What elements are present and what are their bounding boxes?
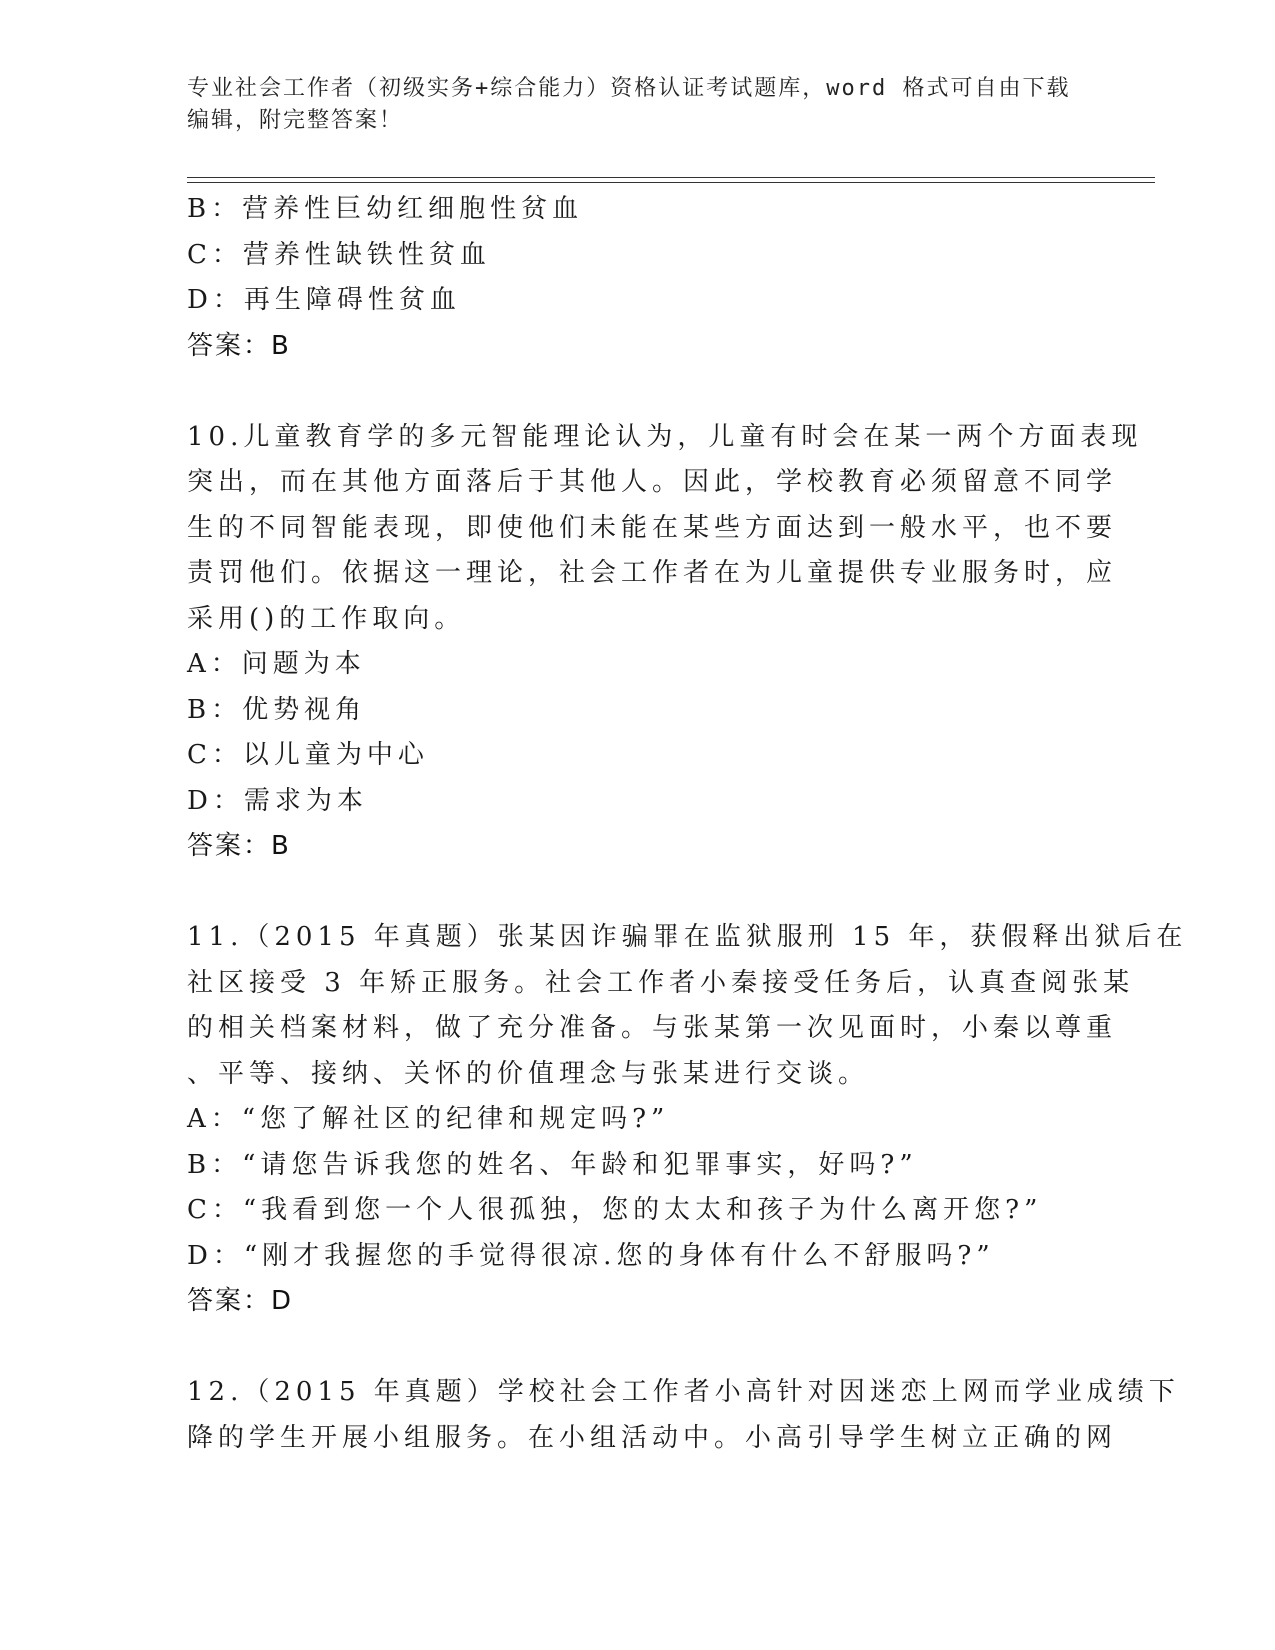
question-stem-line: 采用()的工作取向。 (187, 603, 466, 634)
header-line-1: 专业社会工作者（初级实务+综合能力）资格认证考试题库，word 格式可自由下载 (187, 76, 1071, 101)
option-d: D：“刚才我握您的手觉得很凉.您的身体有什么不舒服吗?” (187, 1240, 995, 1271)
option-b: B：优势视角 (187, 694, 367, 725)
question-10 (187, 415, 1143, 870)
option-b: B：营养性巨幼红细胞性贫血 (187, 194, 584, 224)
question-11 (187, 915, 1188, 1325)
question-stem-line: 责罚他们。依据这一理论，社会工作者在为儿童提供专业服务时，应 (187, 558, 1118, 588)
question-9-tail (187, 187, 1087, 369)
spacer (187, 369, 1087, 415)
option-a: A：问题为本 (187, 649, 366, 679)
spacer (187, 1325, 1087, 1371)
question-stem-line: 、平等、接纳、关怀的价值理念与张某进行交谈。 (187, 1058, 870, 1089)
option-a: A：“您了解社区的纪律和规定吗?” (187, 1104, 670, 1134)
option-d: D：需求为本 (187, 785, 368, 816)
question-stem-line: 的相关档案材料，做了充分准备。与张某第一次见面时，小秦以尊重 (187, 1013, 1118, 1043)
question-stem-line: 降的学生开展小组服务。在小组活动中。小高引导学生树立正确的网 (187, 1422, 1118, 1453)
header-line-2: 编辑，附完整答案！ (187, 108, 404, 133)
question-stem-line: 突出，而在其他方面落后于其他人。因此，学校教育必须留意不同学 (187, 467, 1118, 497)
header-rule-bottom (187, 182, 1155, 183)
question-stem-line: 12.（2015 年真题）学校社会工作者小高针对因迷恋上网而学业成绩下 (187, 1377, 1180, 1407)
document-header (187, 73, 1087, 137)
option-c: C：“我看到您一个人很孤独，您的太太和孩子为什么离开您?” (187, 1195, 1043, 1225)
question-list (187, 187, 1188, 1461)
option-d: D：再生障碍性贫血 (187, 285, 461, 315)
header-rule-top (187, 177, 1155, 178)
answer-line: 答案：B (187, 831, 291, 861)
question-stem-line: 社区接受 3 年矫正服务。社会工作者小秦接受任务后，认真查阅张某 (187, 967, 1135, 998)
option-c: C：营养性缺铁性贫血 (187, 239, 491, 270)
answer-line: 答案：D (187, 1286, 294, 1316)
question-stem-line: 10.儿童教育学的多元智能理论认为，儿童有时会在某一两个方面表现 (187, 421, 1143, 452)
option-c: C：以儿童为中心 (187, 740, 429, 770)
answer-line: 答案：B (187, 330, 291, 361)
question-12 (187, 1370, 1180, 1461)
question-stem-line: 生的不同智能表现，即使他们未能在某些方面达到一般水平，也不要 (187, 512, 1118, 543)
spacer (187, 870, 1087, 916)
question-stem-line: 11.（2015 年真题）张某因诈骗罪在监狱服刑 15 年，获假释出狱后在 (187, 922, 1188, 952)
option-b: B：“请您告诉我您的姓名、年龄和犯罪事实，好吗?” (187, 1149, 918, 1180)
